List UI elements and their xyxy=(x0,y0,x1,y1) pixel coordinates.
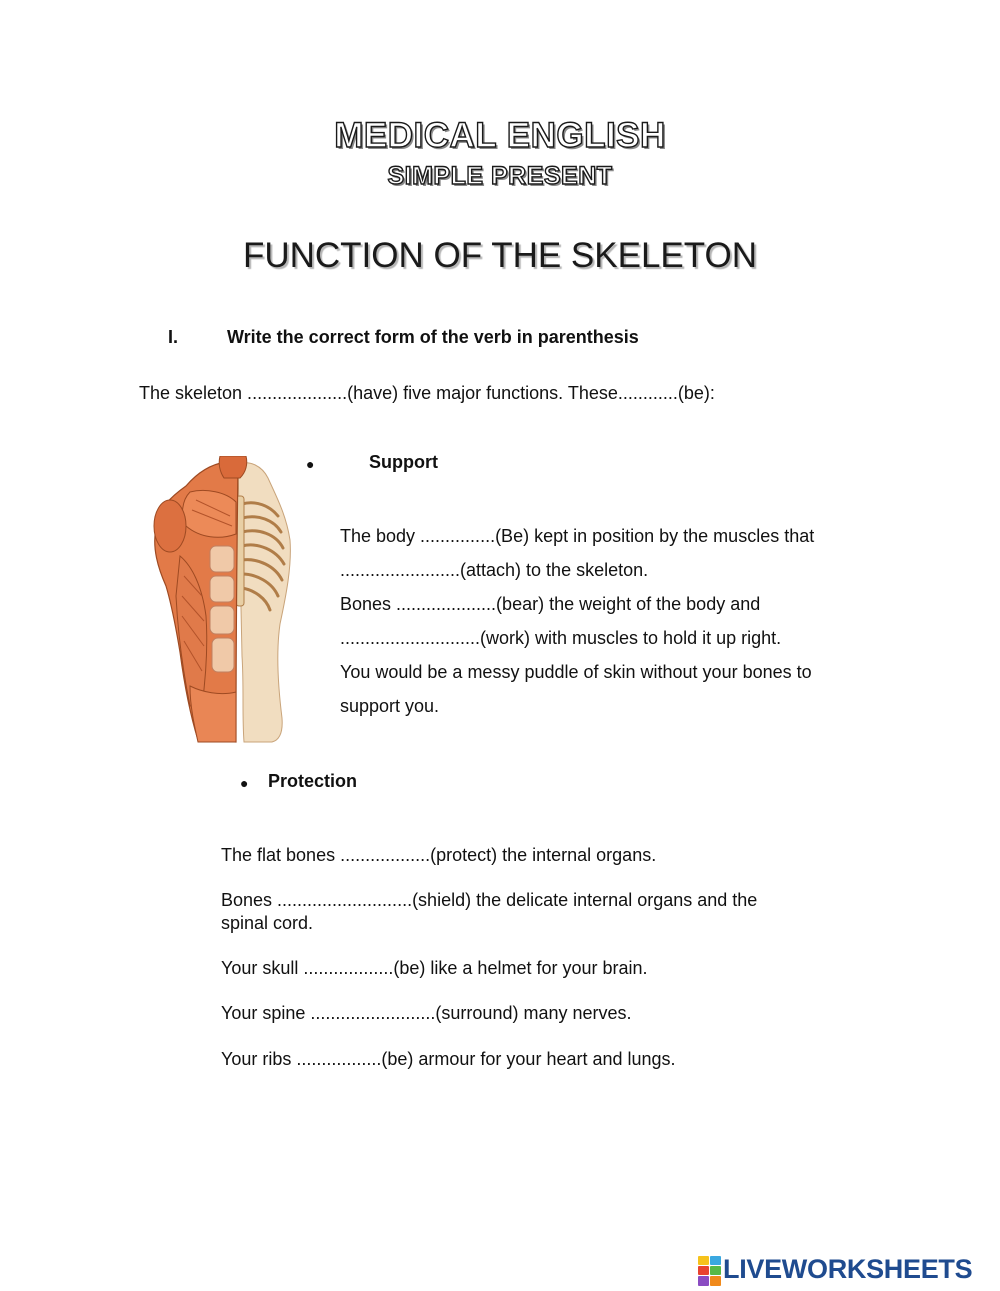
protection-heading: Protection xyxy=(268,771,358,791)
page-subtitle: SIMPLE PRESENT xyxy=(387,162,613,190)
support-line: The body ...............(Be) kept in position by the muscles that xyxy=(340,526,815,546)
page-title: MEDICAL ENGLISH xyxy=(334,116,666,155)
intro-sentence: The skeleton ....................(have) five major functions. These............(be): xyxy=(139,383,715,403)
support-line: support you. xyxy=(340,696,440,716)
protection-item: The flat bones ..................(protect) the internal organs. xyxy=(221,845,657,865)
muscle-anatomy-illustration xyxy=(150,456,295,744)
protection-item: Bones ...........................(shield) the delicate internal organs and the spinal cord. xyxy=(221,890,758,933)
brand-watermark[interactable] xyxy=(698,1254,972,1285)
protection-item: Your skull ..................(be) like a helmet for your brain. xyxy=(221,958,648,978)
topic-heading: FUNCTION OF THE SKELETON xyxy=(242,236,758,275)
section-instruction: Write the correct form of the verb in parenthesis xyxy=(227,327,639,347)
protection-item: Your spine .........................(surround) many nerves. xyxy=(221,1003,632,1023)
bullet-icon: ● xyxy=(240,775,249,791)
section-number: I. xyxy=(168,327,179,347)
brand-name: LIVEWORKSHEETS xyxy=(723,1254,973,1284)
support-paragraph xyxy=(340,519,880,723)
liveworksheets-logo-icon xyxy=(698,1256,720,1284)
support-line: ............................(work) with muscles to hold it up right. xyxy=(340,628,782,648)
bullet-icon: ● xyxy=(306,456,315,472)
support-line: ........................(attach) to the skeleton. xyxy=(340,560,649,580)
support-line: You would be a messy puddle of skin without your bones to xyxy=(340,662,812,682)
support-heading: Support xyxy=(369,452,438,472)
protection-item: Your ribs .................(be) armour for your heart and lungs. xyxy=(221,1049,676,1069)
support-line: Bones ....................(bear) the weight of the body and xyxy=(340,594,761,614)
